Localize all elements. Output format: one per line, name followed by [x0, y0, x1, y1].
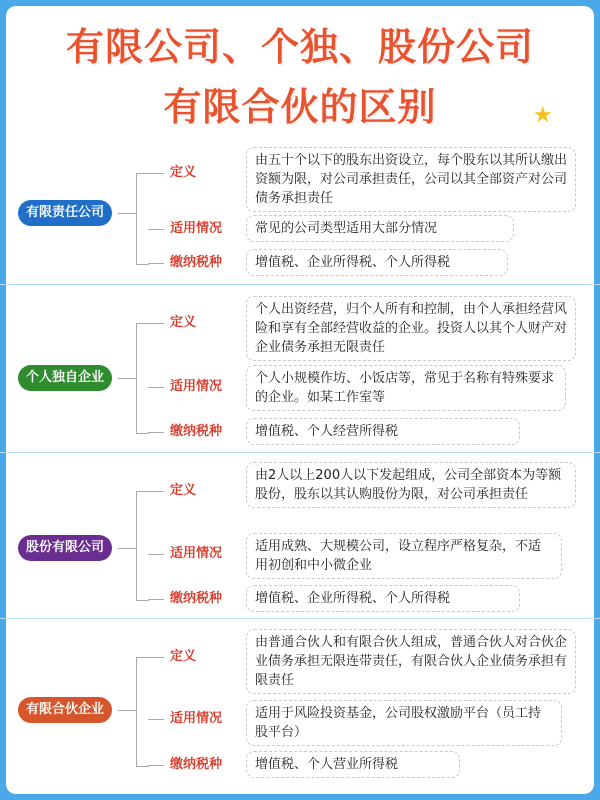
- connector: [118, 378, 136, 379]
- connector: [118, 213, 136, 214]
- connector: [148, 491, 164, 492]
- usage-label: 适用情况: [170, 711, 223, 726]
- connector: [148, 387, 164, 388]
- usage-label: 适用情况: [170, 546, 223, 561]
- tax-label: 缴纳税种: [170, 757, 223, 772]
- connector: [148, 765, 164, 766]
- definition-label: 定义: [170, 483, 197, 498]
- connector: [118, 548, 136, 549]
- section-label-llc: 有限责任公司: [18, 200, 112, 226]
- section-label-joint-stock: 股份有限公司: [18, 535, 112, 561]
- connector: [148, 599, 164, 600]
- connector: [148, 229, 164, 230]
- connector: [148, 719, 164, 720]
- tax-label: 缴纳税种: [170, 424, 223, 439]
- connector: [136, 173, 149, 265]
- divider: [0, 452, 600, 453]
- connector: [148, 173, 164, 174]
- section-label-partnership: 有限合伙企业: [18, 697, 112, 723]
- connector: [148, 657, 164, 658]
- tax-box: 增值税、企业所得税、个人所得税: [246, 585, 520, 612]
- definition-label: 定义: [170, 315, 197, 330]
- connector: [136, 323, 149, 434]
- tax-box: 增值税、个人营业所得税: [246, 751, 460, 778]
- connector: [118, 710, 136, 711]
- usage-box: 适用成熟、大规模公司，设立程序严格复杂，不适用初创和中小微企业: [246, 533, 562, 579]
- definition-label: 定义: [170, 165, 197, 180]
- connector: [148, 554, 164, 555]
- connector: [136, 491, 149, 601]
- usage-label: 适用情况: [170, 221, 223, 236]
- page-title-line1: 有限公司、个独、股份公司: [65, 25, 534, 69]
- connector: [148, 323, 164, 324]
- page-title-line2: 有限合伙的区别: [163, 85, 437, 129]
- section-label-sole: 个人独自企业: [18, 365, 112, 391]
- tax-label: 缴纳税种: [170, 591, 223, 606]
- divider: [0, 618, 600, 619]
- usage-box: 适用于风险投资基金，公司股权激励平台（员工持股平台）: [246, 700, 562, 746]
- star-icon: ★: [533, 103, 553, 128]
- definition-box: 由普通合伙人和有限合伙人组成，普通合伙人对合伙企业债务承担无限连带责任，有限合伙人企业债务承担有限责任: [246, 629, 576, 694]
- connector: [136, 657, 149, 767]
- connector: [148, 432, 164, 433]
- usage-box: 常见的公司类型适用大部分情况: [246, 215, 514, 242]
- definition-box: 由五十个以下的股东出资设立，每个股东以其所认缴出资额为限，对公司承担责任，公司以其全部资产对公司债务承担责任: [246, 147, 576, 212]
- usage-label: 适用情况: [170, 379, 223, 394]
- divider: [0, 284, 600, 285]
- tax-label: 缴纳税种: [170, 255, 223, 270]
- usage-box: 个人小规模作坊、小饭店等，常见于名称有特殊要求的企业。如某工作室等: [246, 365, 566, 411]
- definition-label: 定义: [170, 649, 197, 664]
- tax-box: 增值税、企业所得税、个人所得税: [246, 249, 508, 276]
- tax-box: 增值税、个人经营所得税: [246, 418, 520, 445]
- definition-box: 由2人以上200人以下发起组成，公司全部资本为等额股份，股东以其认购股份为限，对公司承担责任: [246, 462, 576, 508]
- connector: [148, 263, 164, 264]
- definition-box: 个人出资经营，归个人所有和控制，由个人承担经营风险和享有全部经营收益的企业。投资人以其个人财产对企业债务承担无限责任: [246, 296, 576, 361]
